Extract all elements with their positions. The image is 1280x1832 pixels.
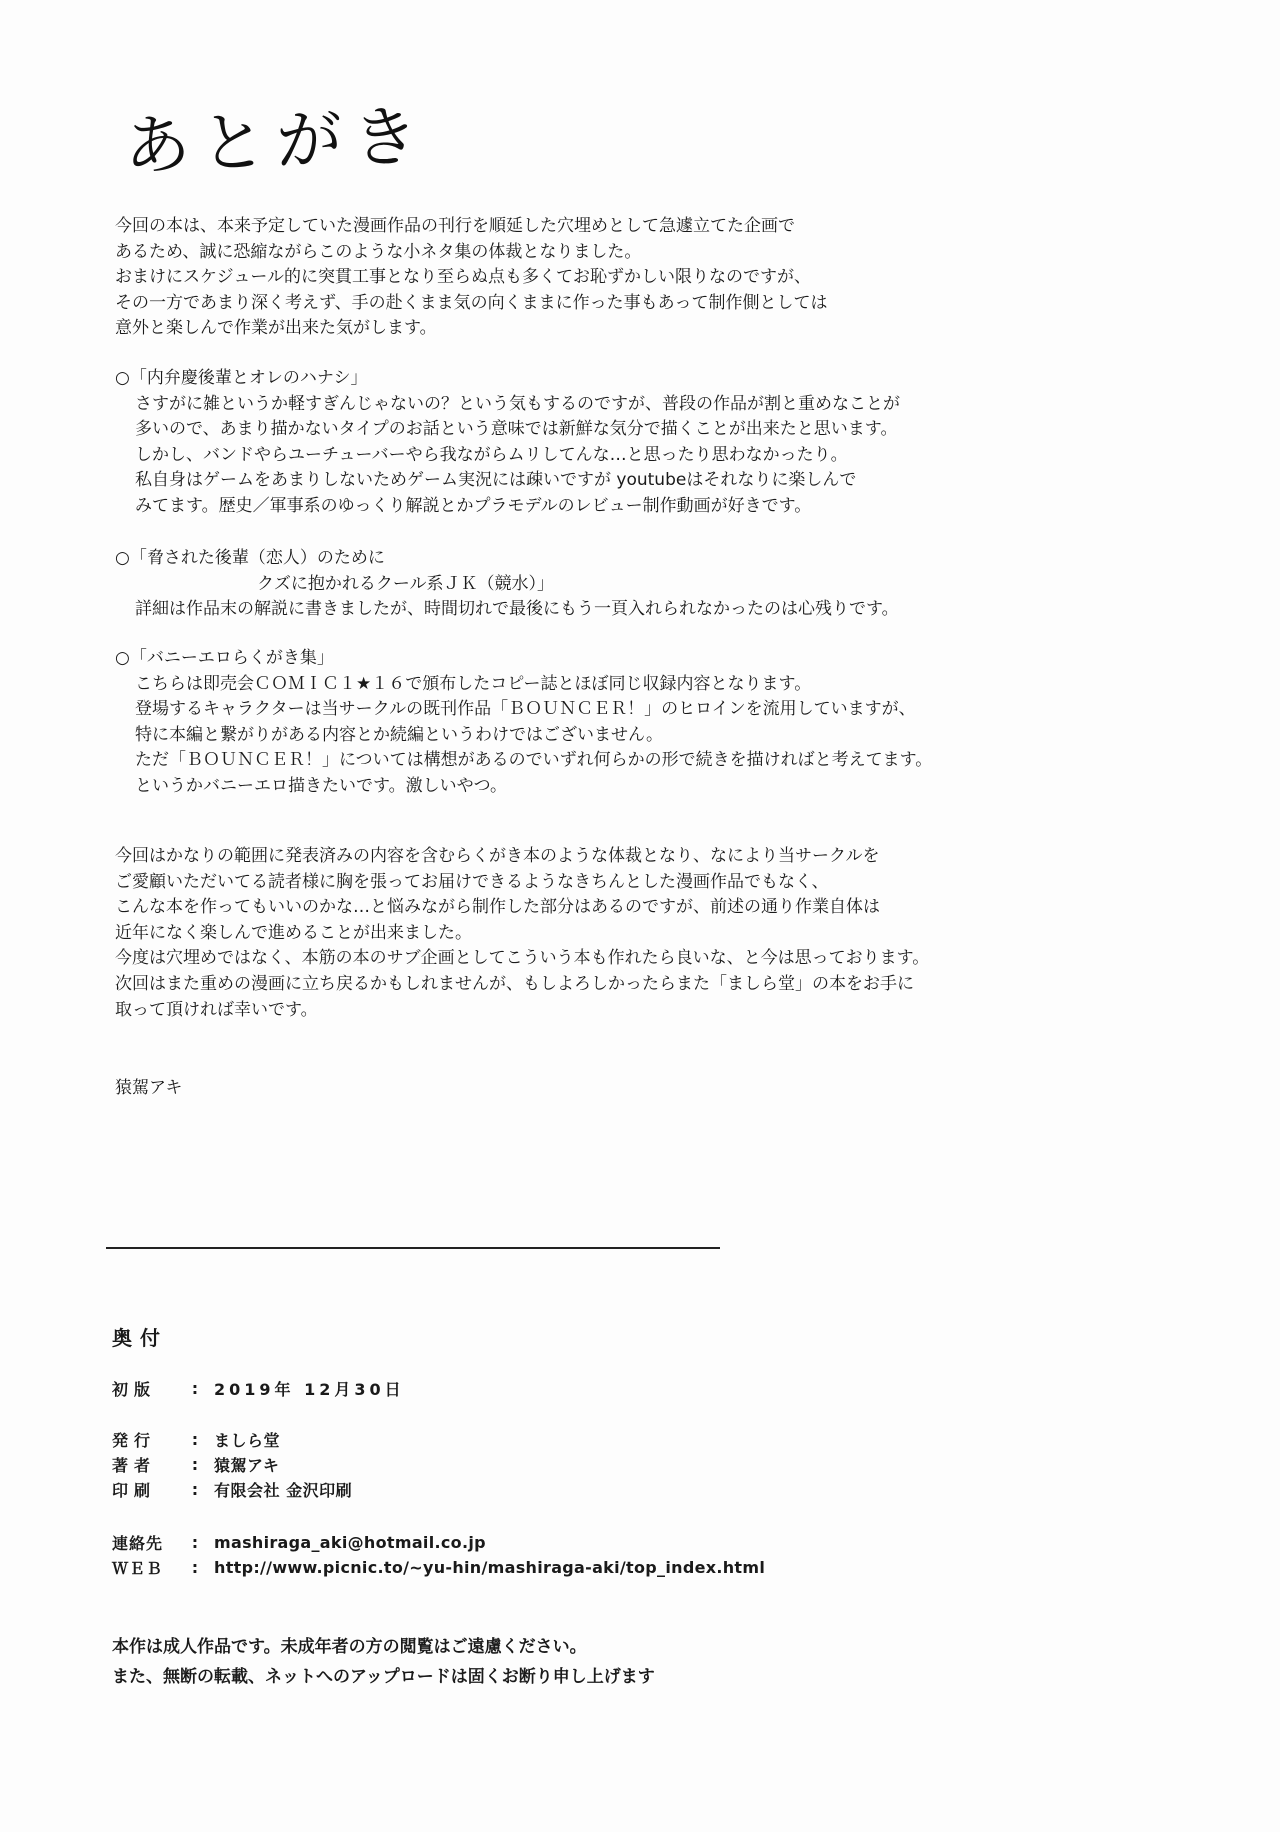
colophon-row: [112, 1477, 352, 1502]
website-url: http://www.picnic.to/~yu-hin/mashiraga-aki/top_index.html: [214, 1558, 766, 1577]
text-line: 特に本編と繋がりがある内容とか続編というわけではございません。: [135, 724, 664, 745]
colophon-separator: :: [191, 1430, 199, 1449]
section-3: [115, 646, 1135, 800]
colophon-label: ＷＥＢ: [112, 1559, 164, 1578]
colophon-label: 初版: [112, 1380, 157, 1399]
signature: 猿駕アキ: [115, 1078, 183, 1098]
text-line: みてます。歴史／軍事系のゆっくり解説とかプラモデルのレビュー制作動画が好きです。: [135, 495, 812, 516]
text-line: 多いので、あまり描かないタイプのお話という意味では新鮮な気分で描くことが出来たと思います。: [135, 419, 898, 440]
notice-line: 本作は成人作品です。未成年者の方の閲覧はご遠慮ください。: [112, 1637, 587, 1657]
colophon-row: [112, 1427, 352, 1452]
text-line: こんな本を作ってもいいのかな…と悩みながら制作した部分はあるのですが、前述の通り作業自体は: [115, 897, 880, 918]
colophon-separator: :: [191, 1379, 199, 1398]
colophon-edition: [112, 1376, 405, 1401]
page-title: あとがき: [122, 97, 430, 186]
closing-paragraph: [115, 844, 1135, 1023]
section-heading: ○「脅された後輩（恋人）のために: [115, 548, 385, 568]
colophon-contact: [112, 1530, 765, 1580]
colophon-label: 連絡先: [112, 1534, 164, 1553]
colophon-row: [112, 1376, 405, 1401]
text-line: 取って頂ければ幸いです。: [115, 999, 318, 1020]
text-line: ご愛顧いただいてる読者様に胸を張ってお届けできるようなきちんとした漫画作品でもなく、: [115, 871, 829, 892]
colophon-value: 有限会社 金沢印刷: [214, 1481, 353, 1500]
divider: [106, 1247, 720, 1249]
section-heading: ○「バニーエロらくがき集」: [115, 648, 334, 668]
text-line: さすがに雑というか軽すぎんじゃないの？という気もするのですが、普段の作品が割と重めなことが: [135, 393, 900, 414]
section-heading-cont: クズに抱かれるクール系ＪＫ（競水）」: [257, 573, 554, 594]
colophon-label: 発行: [112, 1431, 157, 1450]
colophon-separator: :: [191, 1558, 199, 1577]
colophon-label: 著者: [112, 1456, 157, 1475]
colophon-row: [112, 1452, 352, 1477]
section-2: [115, 546, 1135, 623]
text-line: 近年になく楽しんで進めることが出来ました。: [115, 922, 472, 943]
colophon-title: 奥付: [112, 1326, 168, 1350]
text-line: ただ「ＢＯＵＮＣＥＲ！」については構想があるのでいずれ何らかの形で続きを描ければと考えてます。: [135, 750, 933, 771]
text-line: 詳細は作品末の解説に書きましたが、時間切れで最後にもう一頁入れられなかったのは心残りです。: [135, 599, 899, 620]
contact-email: mashiraga_aki@hotmail.co.jp: [214, 1533, 486, 1552]
text-line: あるため、誠に恐縮ながらこのような小ネタ集の体裁となりました。: [115, 241, 642, 262]
section-heading: ○「内弁慶後輩とオレのハナシ」: [115, 368, 368, 388]
text-line: というかバニーエロ描きたいです。激しいやつ。: [135, 775, 507, 796]
colophon-row: [112, 1555, 765, 1580]
text-line: 意外と楽しんで作業が出来た気がします。: [115, 318, 437, 339]
text-line: 今回はかなりの範囲に発表済みの内容を含むらくがき本のような体裁となり、なにより当サークルを: [115, 846, 880, 866]
colophon-credits: [112, 1427, 352, 1502]
colophon-separator: :: [191, 1533, 199, 1552]
colophon-value: ましら堂: [214, 1431, 281, 1450]
text-line: しかし、バンドやらユーチューバーやら我ながらムリしてんな…と思ったり思わなかったり。: [135, 444, 848, 465]
text-line: 私自身はゲームをあまりしないためゲーム実況には疎いですが youtubeはそれなりに楽しんで: [135, 470, 857, 491]
colophon-separator: :: [191, 1480, 199, 1499]
colophon-row: [112, 1530, 765, 1555]
colophon-value: 猿駕アキ: [214, 1456, 280, 1475]
text-line: 登場するキャラクターは当サークルの既刊作品「ＢＯＵＮＣＥＲ！」のヒロインを流用していますが、: [135, 699, 916, 720]
text-line: こちらは即売会ＣＯＭＩＣ１★１６で頒布したコピー誌とほぼ同じ収録内容となります。: [135, 673, 812, 694]
text-line: おまけにスケジュール的に突貫工事となり至らぬ点も多くてお恥ずかしい限りなのですが、: [115, 267, 811, 288]
text-line: 次回はまた重めの漫画に立ち戻るかもしれませんが、もしよろしかったらまた「ましら堂」の本をお手に: [115, 973, 914, 994]
intro-paragraph: [115, 214, 1135, 342]
text-line: その一方であまり深く考えず、手の赴くまま気の向くままに作った事もあって制作側としては: [115, 292, 828, 313]
colophon-value: 2019年 12月30日: [214, 1380, 405, 1399]
colophon-label: 印刷: [112, 1481, 157, 1500]
text-line: 今回の本は、本来予定していた漫画作品の刊行を順延した穴埋めとして急遽立てた企画で: [115, 216, 795, 236]
adult-notice: [112, 1632, 655, 1692]
colophon-separator: :: [191, 1455, 199, 1474]
notice-line: また、無断の転載、ネットへのアップロードは固くお断り申し上げます: [112, 1667, 655, 1687]
section-1: [115, 366, 1135, 520]
text-line: 今度は穴埋めではなく、本筋の本のサブ企画としてこういう本も作れたら良いな、と今は思っております。: [115, 948, 930, 969]
